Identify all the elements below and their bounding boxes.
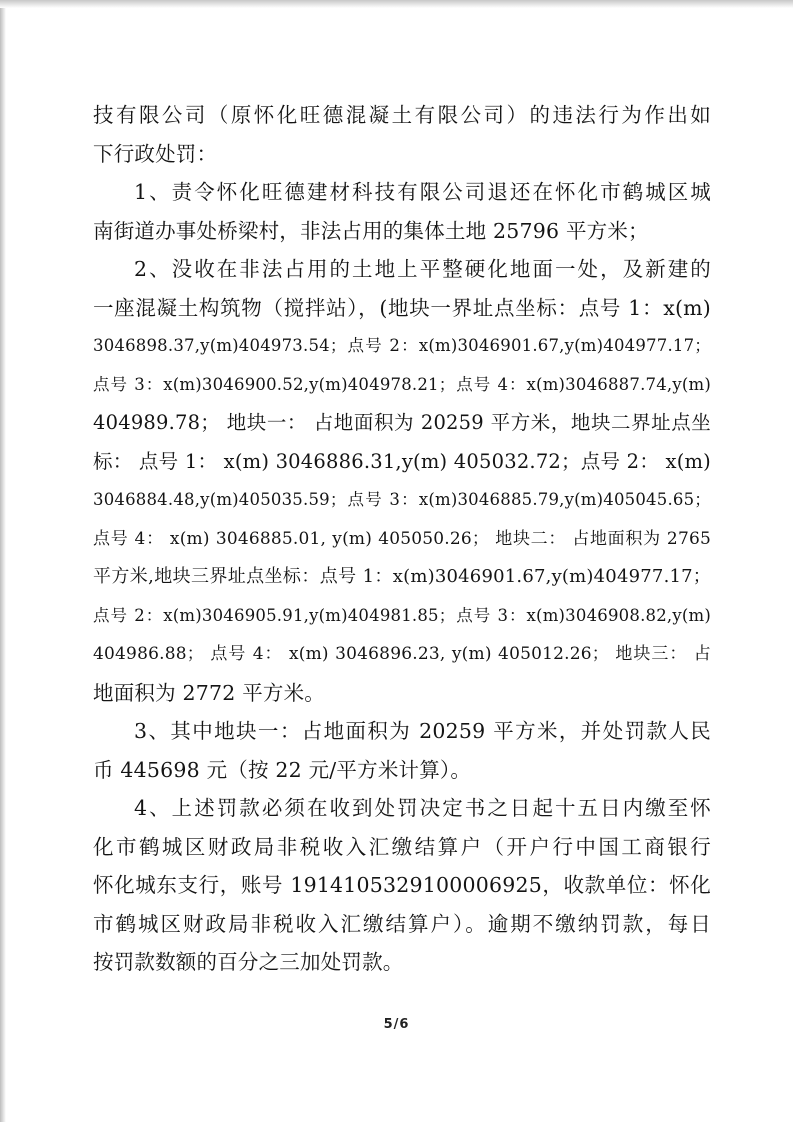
- text-line: 南街道办事处桥梁村，非法占用的集体土地 25796 平方米；: [93, 218, 649, 243]
- text-line: 按罚款数额的百分之三加处罚款。: [93, 950, 404, 974]
- document-body: [93, 96, 711, 982]
- scan-edge-left: [0, 0, 6, 1122]
- text-line: 404989.78； 地块一： 占地面积为 20259 平方米，地块二界址点坐: [93, 411, 711, 434]
- text-line: 平方米,地块三界址点坐标：点号 1：x(m)3046901.67,y(m)404977.17；: [93, 566, 711, 587]
- text-line: 一座混凝土构筑物（搅拌站），(地块一界址点坐标：点号 1：x(m): [93, 295, 711, 320]
- text-line: 点号 3：x(m)3046900.52,y(m)404978.21；点号 4：x(m)3046887.74,y(m): [93, 374, 711, 394]
- text-line: 技有限公司（原怀化旺德混凝土有限公司）的违法行为作出如: [93, 103, 711, 127]
- text-line: 化市鹤城区财政局非税收入汇缴结算户（开户行中国工商银行: [93, 834, 711, 859]
- text-line: 币 445698 元（按 22 元/平方米计算）。: [93, 757, 472, 782]
- text-line: 标： 点号 1： x(m) 3046886.31,y(m) 405032.72；点号 2： x(m): [93, 449, 711, 473]
- text-line: 404986.88； 点号 4： x(m) 3046896.23, y(m) 405012.26； 地块三： 占: [93, 644, 711, 664]
- page-number: 5/6: [383, 1017, 410, 1032]
- text-line: 点号 2：x(m)3046905.91,y(m)404981.85；点号 3：x(m)3046908.82,y(m): [93, 605, 711, 625]
- text-line: 点号 4： x(m) 3046885.01, y(m) 405050.26； 地块二： 占地面积为 2765: [93, 528, 711, 549]
- text-line: 1、责令怀化旺德建材科技有限公司退还在怀化市鹤城区城: [134, 180, 711, 204]
- text-line: 3046898.37,y(m)404973.54；点号 2：x(m)3046901.67,y(m)404977.17；: [93, 336, 711, 355]
- text-line: 4、上述罚款必须在收到处罚决定书之日起十五日内缴至怀: [134, 796, 711, 820]
- text-line: 2、没收在非法占用的土地上平整硬化地面一处，及新建的: [134, 257, 711, 281]
- text-line: 3、其中地块一：占地面积为 20259 平方米，并处罚款人民: [134, 719, 711, 743]
- text-line: 地面积为 2772 平方米。: [93, 680, 326, 705]
- text-line: 市鹤城区财政局非税收入汇缴结算户）。逾期不缴纳罚款，每日: [93, 911, 711, 936]
- scan-edge-top: [0, 0, 793, 8]
- text-line: 怀化城东支行，账号 1914105329100006925，收款单位：怀化: [93, 873, 711, 897]
- text-line: 3046884.48,y(m)405035.59；点号 3：x(m)3046885.79,y(m)405045.65；: [93, 490, 711, 509]
- text-line: 下行政处罚：: [93, 141, 218, 166]
